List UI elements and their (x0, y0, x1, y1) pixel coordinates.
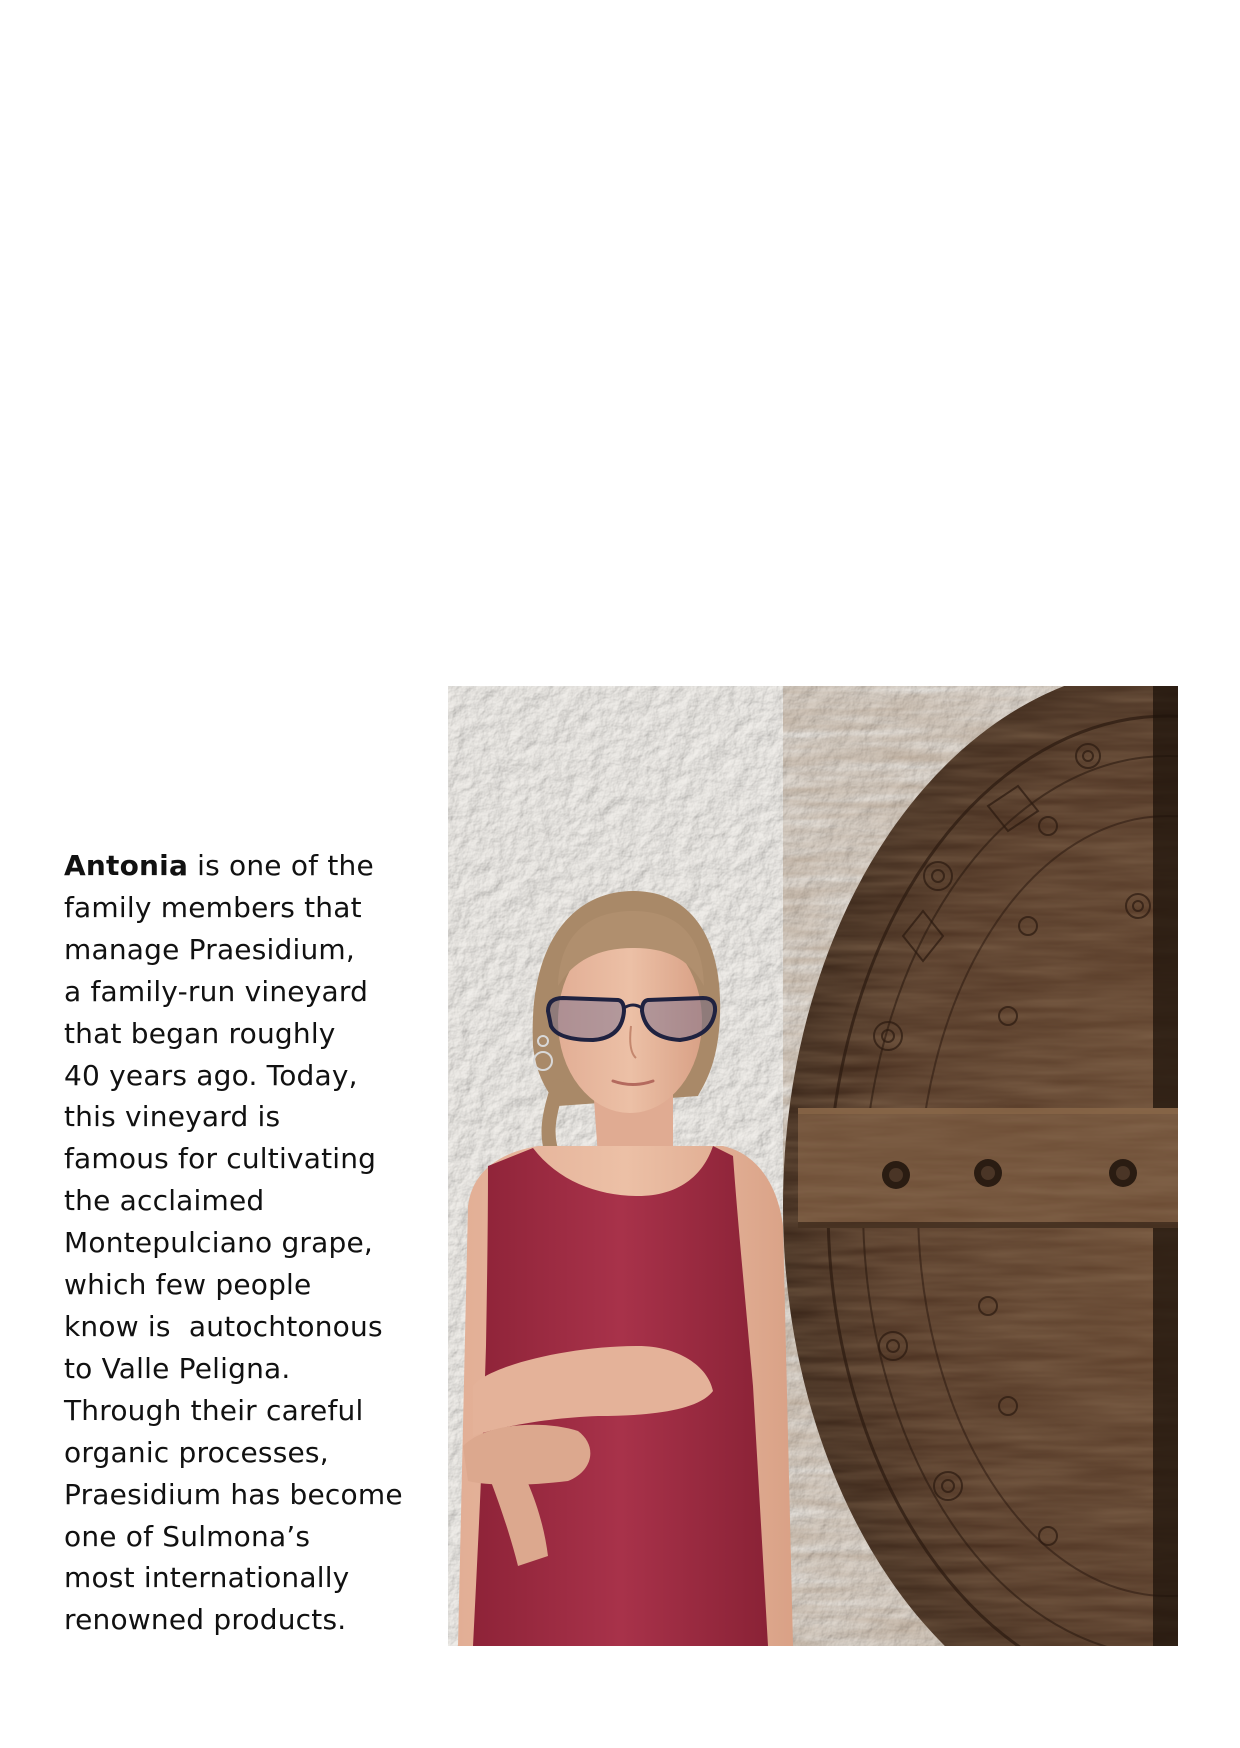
caption-line: this vineyard is (64, 1100, 281, 1134)
caption-line: famous for cultivating (64, 1142, 377, 1176)
caption-line: one of Sulmona’s (64, 1519, 311, 1553)
caption-line: which few people (64, 1268, 312, 1302)
portrait-illustration (448, 686, 1178, 1646)
caption-line: the acclaimed (64, 1184, 265, 1218)
caption-line: Praesidium has become (64, 1477, 403, 1511)
caption-line: Through their careful (64, 1393, 364, 1427)
caption-line: know is autochtonous (64, 1309, 383, 1343)
caption-name: Antonia (64, 849, 189, 882)
caption-line: 40 years ago. Today, (64, 1058, 358, 1092)
caption-line: organic processes, (64, 1435, 329, 1469)
caption-line: renowned products. (64, 1603, 347, 1637)
caption-text (64, 845, 444, 1641)
caption-line: manage Praesidium, (64, 932, 355, 966)
caption-line: that began roughly (64, 1016, 336, 1050)
caption-line: to Valle Peligna. (64, 1351, 291, 1385)
portrait-photo (448, 686, 1178, 1646)
caption-line: family members that (64, 890, 362, 924)
caption-first-line-rest: is one of the (188, 849, 374, 882)
caption-line: most internationally (64, 1561, 350, 1595)
caption-line (64, 845, 444, 887)
caption-line: a family-run vineyard (64, 974, 369, 1008)
caption-line: Montepulciano grape, (64, 1226, 373, 1260)
